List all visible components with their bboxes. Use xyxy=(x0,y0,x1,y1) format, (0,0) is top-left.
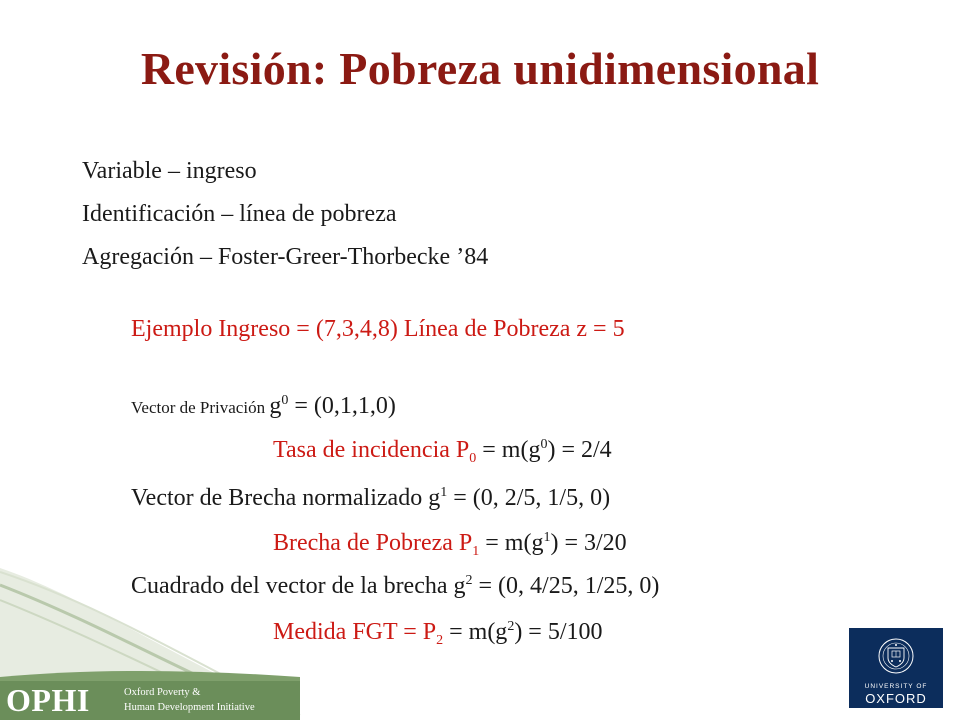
povgap-exp: 1 xyxy=(543,530,551,545)
incidence-prefix: Tasa de incidencia P xyxy=(273,437,470,463)
povgap-sub: 1 xyxy=(472,544,480,559)
oxford-name: OXFORD xyxy=(865,691,927,706)
sq-prefix: Cuadrado del vector de la brecha g xyxy=(131,573,466,599)
ophi-line-1: Oxford Poverty & xyxy=(124,687,201,698)
povgap-prefix: Brecha de Pobreza P xyxy=(273,530,473,556)
deprivation-g: g xyxy=(269,393,282,419)
ophi-logo: OPHI xyxy=(6,682,90,718)
fgt-exp: 2 xyxy=(507,619,515,634)
fgt-prefix: Medida FGT = P xyxy=(273,619,437,645)
bullet-list xyxy=(82,153,488,282)
incidence-exp: 0 xyxy=(540,437,548,452)
fgt-suffix: ) = 5/100 xyxy=(514,619,603,645)
gap-prefix: Vector de Brecha normalizado g xyxy=(131,485,441,511)
bullet-variable: Variable – ingreso xyxy=(82,158,257,184)
deprivation-label: Vector de Privación xyxy=(131,398,270,417)
gap-suffix: = (0, 2/5, 1/5, 0) xyxy=(447,485,611,511)
povgap-mid: = m(g xyxy=(479,530,544,556)
deprivation-exp: 0 xyxy=(281,393,289,408)
incidence-suffix: ) = 2/4 xyxy=(547,437,612,463)
bullet-identification: Identificación – línea de pobreza xyxy=(82,201,397,227)
ophi-tagline xyxy=(124,685,255,715)
normalized-gap-line xyxy=(131,485,610,512)
incidence-sub: 0 xyxy=(469,451,477,466)
oxford-university-of: UNIVERSITY OF xyxy=(864,683,928,690)
oxford-crest-icon xyxy=(878,634,914,678)
povgap-suffix: ) = 3/20 xyxy=(550,530,627,556)
slide-title: Revisión: Pobreza unidimensional xyxy=(140,43,820,94)
deprivation-vector-line xyxy=(131,393,396,420)
oxford-logo xyxy=(849,628,943,708)
sq-exp: 2 xyxy=(465,573,473,588)
example-income-line: Ejemplo Ingreso = (7,3,4,8) Línea de Pobreza z = 5 xyxy=(131,316,625,342)
fgt-mid: = m(g xyxy=(443,619,508,645)
ophi-line-2: Human Development Initiative xyxy=(124,702,255,713)
fgt-sub: 2 xyxy=(436,633,444,648)
incidence-line xyxy=(273,437,612,464)
incidence-mid: = m(g xyxy=(476,437,541,463)
bullet-aggregation: Agregación – Foster-Greer-Thorbecke ’84 xyxy=(82,244,489,270)
sq-suffix: = (0, 4/25, 1/25, 0) xyxy=(472,573,660,599)
deprivation-value: = (0,1,1,0) xyxy=(288,393,396,419)
gap-exp: 1 xyxy=(440,485,448,500)
